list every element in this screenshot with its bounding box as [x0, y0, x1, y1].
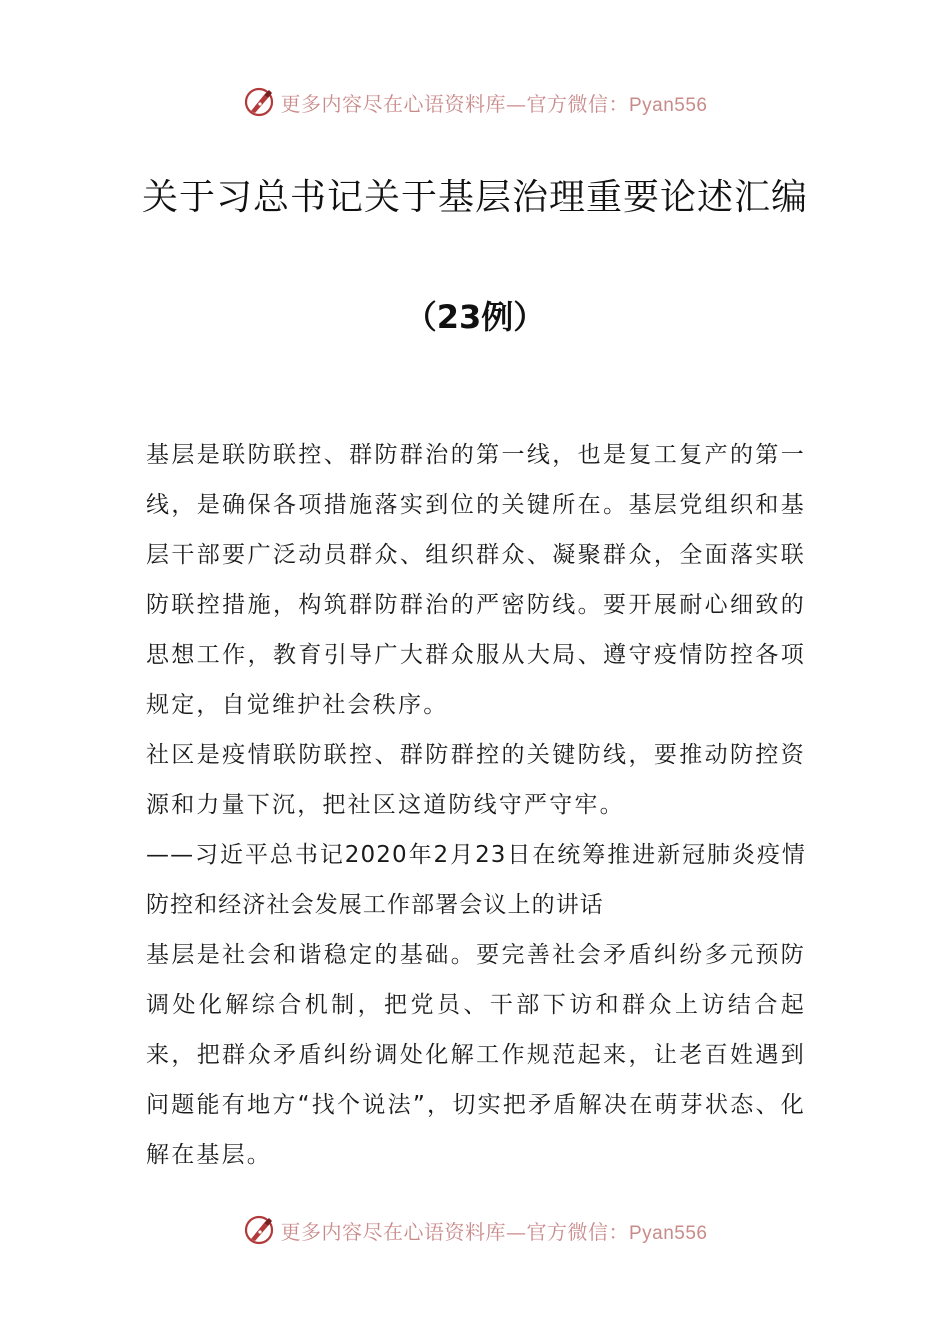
document-title: 关于习总书记关于基层治理重要论述汇编	[141, 177, 808, 218]
pen-nib-logo-icon	[242, 1213, 276, 1247]
banner-text	[280, 1216, 707, 1245]
paragraph: 基层是社会和谐稳定的基础。要完善社会矛盾纠纷多元预防调处化解综合机制，把党员、干部下访和群众上访结合起来，把群众矛盾纠纷调处化解工作规范起来，让老百姓遇到问题能有地方“找个说法”，切实把矛盾解决在萌芽状态、化解在基层。	[146, 942, 806, 1168]
paragraph: 基层是联防联控、群防群治的第一线，也是复工复产的第一线，是确保各项措施落实到位的关键所在。基层党组织和基层干部要广泛动员群众、组织群众、凝聚群众，全面落实联防联控措施，构筑群防群治的严密防线。要开展耐心细致的思想工作，教育引导广大群众服从大局、遵守疫情防控各项规定，自觉维护社会秩序。	[146, 442, 806, 718]
banner-caption: 更多内容尽在心语资料库—官方微信：	[280, 1219, 629, 1244]
banner-caption: 更多内容尽在心语资料库—官方微信：	[280, 91, 629, 116]
banner-wechat-handle: Pyan556	[628, 94, 708, 116]
attribution-paragraph: ——习近平总书记2020年2月23日在统筹推进新冠肺炎疫情防控和经济社会发展工作部署会议上的讲话	[146, 842, 806, 918]
banner-wechat-handle: Pyan556	[628, 1222, 708, 1244]
document-subtitle: （23例）	[404, 298, 546, 336]
footer-banner	[0, 1210, 950, 1250]
paragraph: 社区是疫情联防联控、群防群控的关键防线，要推动防控资源和力量下沉，把社区这道防线守严守牢。	[146, 742, 806, 818]
pen-nib-logo-icon	[242, 85, 276, 119]
header-banner	[0, 82, 950, 122]
document-body	[146, 430, 806, 1180]
banner-text	[280, 88, 707, 117]
